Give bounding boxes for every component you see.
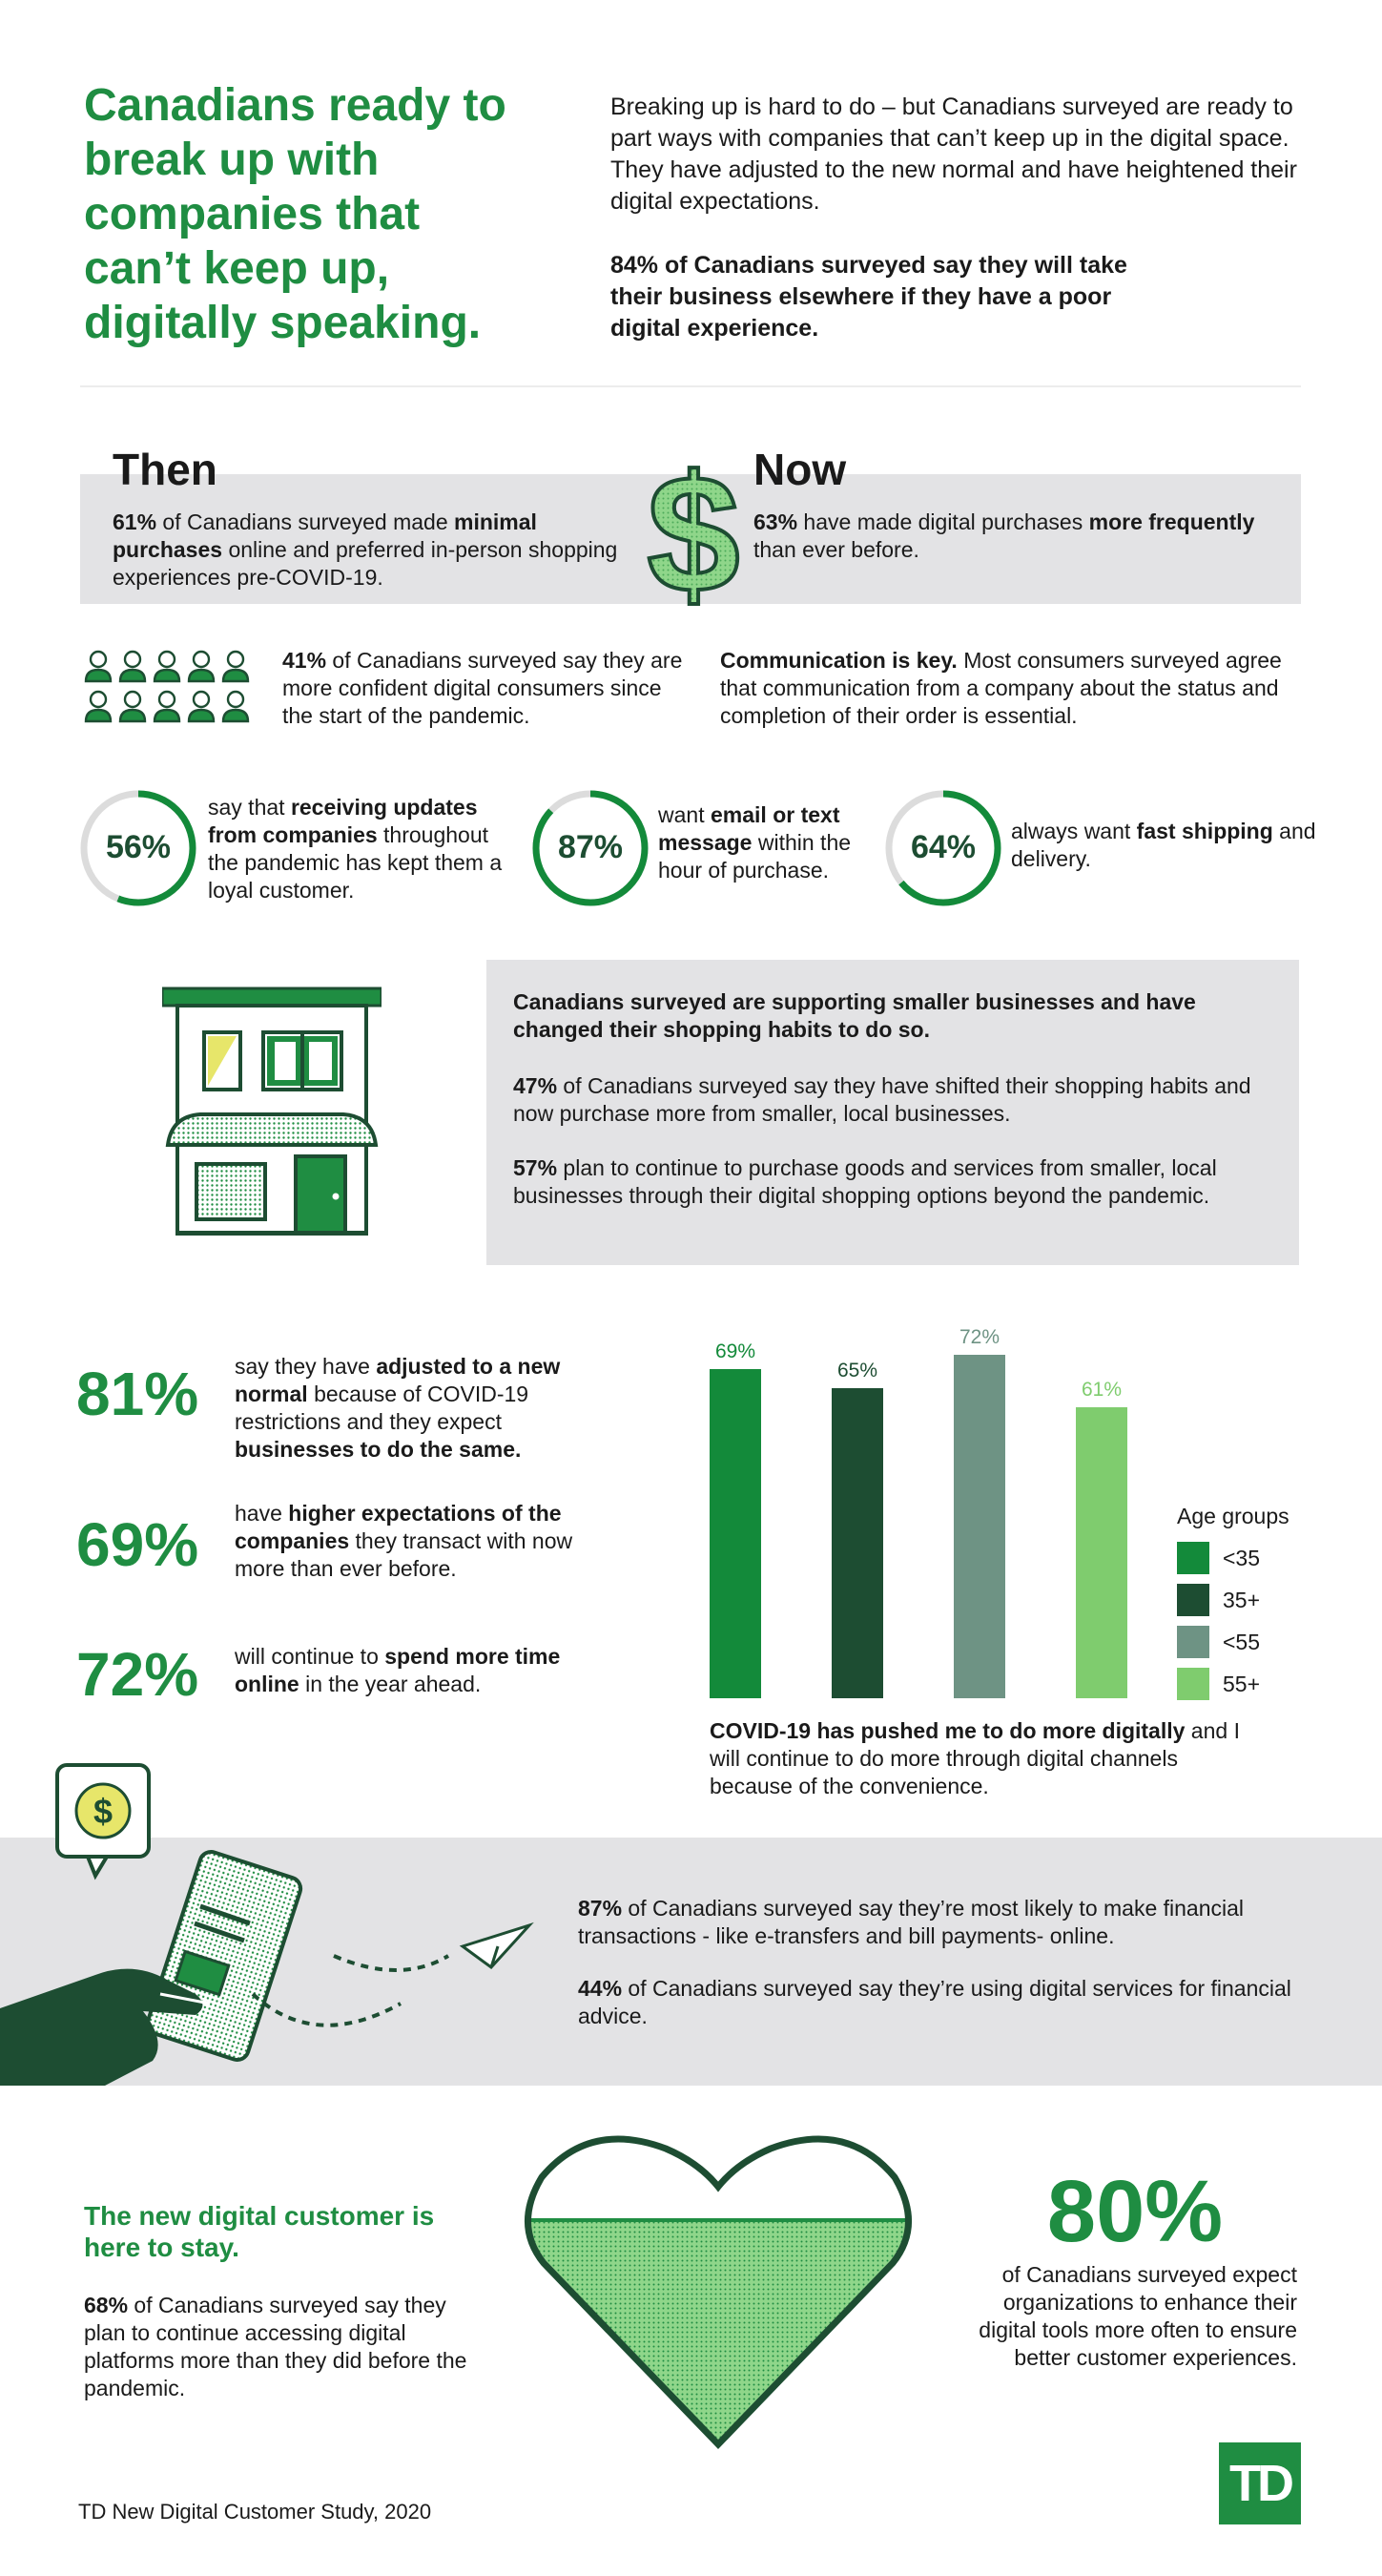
page-title: Canadians ready to break up with companies that can’t keep up, digitally speaking. [84, 80, 506, 348]
bar-<55 [954, 1355, 1005, 1698]
ring-text-64: always want fast shipping and delivery. [1011, 819, 1316, 871]
source-citation: TD New Digital Customer Study, 2020 [78, 2500, 432, 2524]
ring-label: 87% [557, 829, 624, 865]
ring-text-87: want email or text message within the hour of purchase. [658, 802, 852, 883]
bar-value-label: 65% [836, 1360, 878, 1381]
intro-text: Breaking up is hard to do – but Canadians surveyed are ready to part ways with companies that can’t keep up in the digital space. They have adjusted to the new normal and have heightened their digital expectations. [610, 93, 1297, 215]
small-business-heading: Canadians surveyed are supporting smaller businesses and have changed their shopping habits to do so. [513, 989, 1196, 1042]
legend-swatch [1177, 1668, 1209, 1700]
heart-icon [523, 2129, 914, 2454]
bar-value-label: 61% [1081, 1379, 1123, 1401]
ring-text-56: say that receiving updates from companies throughout the pandemic has kept them a loyal customer. [208, 795, 503, 903]
legend-label: <55 [1223, 1630, 1261, 1654]
age-bar-chart [668, 1298, 1316, 1798]
legend-label: 35+ [1223, 1588, 1261, 1612]
chart-legend [1177, 1542, 1310, 1714]
ring-label: 64% [910, 829, 977, 865]
ring-label: 56% [105, 829, 172, 865]
svg-text:$: $ [93, 1792, 113, 1831]
financial-stat-2: 44% of Canadians surveyed say they’re using digital services for financial advice. [578, 1976, 1291, 2028]
bar-55+ [1076, 1407, 1127, 1698]
then-heading: Then [113, 445, 217, 494]
bar-35+ [832, 1388, 883, 1698]
legend-swatch [1177, 1542, 1209, 1574]
now-heading: Now [753, 445, 847, 494]
dollar-sign-icon [637, 448, 750, 611]
legend-label: <35 [1223, 1546, 1261, 1570]
closing-stat-68: 68% of Canadians surveyed say they plan to continue accessing digital platforms more than they did before the pandemic. [84, 2293, 467, 2400]
closing-big-text: of Canadians surveyed expect organizations to enhance their digital tools more often to ensure better customer experiences. [979, 2262, 1297, 2370]
small-business-stat-1: 47% of Canadians surveyed say they have shifted their shopping habits and now purchase more from smaller, local businesses. [513, 1073, 1251, 1126]
financial-stat-1: 87% of Canadians surveyed say they’re most likely to make financial transactions - like e-transfers and bill payments- online. [578, 1896, 1245, 1948]
bar-value-label: 69% [714, 1340, 756, 1362]
chart-caption: COVID-19 has pushed me to do more digitally and I will continue to do more through digital channels because of the convenience. [710, 1718, 1240, 1798]
legend-swatch [1177, 1584, 1209, 1616]
small-business-stat-2: 57% plan to continue to purchase goods and services from smaller, local businesses through their digital shopping options beyond the pandemic. [513, 1155, 1217, 1208]
confidence-text: 41% of Canadians surveyed say they are more confident digital consumers since the start of the pandemic. [282, 648, 683, 728]
ring-stat-56 [78, 788, 198, 908]
then-text: 61% of Canadians surveyed made minimal purchases online and preferred in-person shopping experiences pre-COVID-19. [113, 509, 618, 590]
legend-title: Age groups [1177, 1504, 1289, 1528]
stat-text-72: will continue to spend more time online in the year ahead. [235, 1644, 561, 1696]
closing-big-pct: 80% [1046, 2163, 1224, 2260]
stat-text-81: say they have adjusted to a new normal because of COVID-19 restrictions and they expect businesses to do the same. [235, 1354, 561, 1462]
divider [80, 385, 1301, 387]
phone-payment-icon [0, 1755, 572, 2086]
stat-text-69: have higher expectations of the companies they transact with now more than ever before. [235, 1501, 573, 1581]
td-logo: TD [1219, 2442, 1301, 2524]
ring-stat-64 [883, 788, 1003, 908]
bar-value-label: 72% [959, 1326, 1000, 1348]
ring-stat-87 [530, 788, 650, 908]
closing-heading: The new digital customer is here to stay. [84, 2201, 435, 2262]
people-group-icon [82, 647, 263, 727]
legend-label: 55+ [1223, 1672, 1261, 1696]
stat-pct-72: 72% [76, 1640, 199, 1709]
storefront-icon [162, 983, 382, 1236]
svg-text:$: $ [647, 448, 740, 611]
stat-pct-81: 81% [76, 1360, 199, 1428]
communication-text: Communication is key. Most consumers surveyed agree that communication from a company about the status and completion of their order is essential. [720, 648, 1282, 728]
bar-<35 [710, 1369, 761, 1698]
legend-swatch [1177, 1626, 1209, 1658]
now-text: 63% have made digital purchases more frequently than ever before. [753, 509, 1255, 562]
bar-plot-area [668, 1298, 1125, 1698]
intro-highlight: 84% of Canadians surveyed say they will take their business elsewhere if they have a poor digital experience. [610, 252, 1127, 342]
stat-pct-69: 69% [76, 1510, 199, 1579]
